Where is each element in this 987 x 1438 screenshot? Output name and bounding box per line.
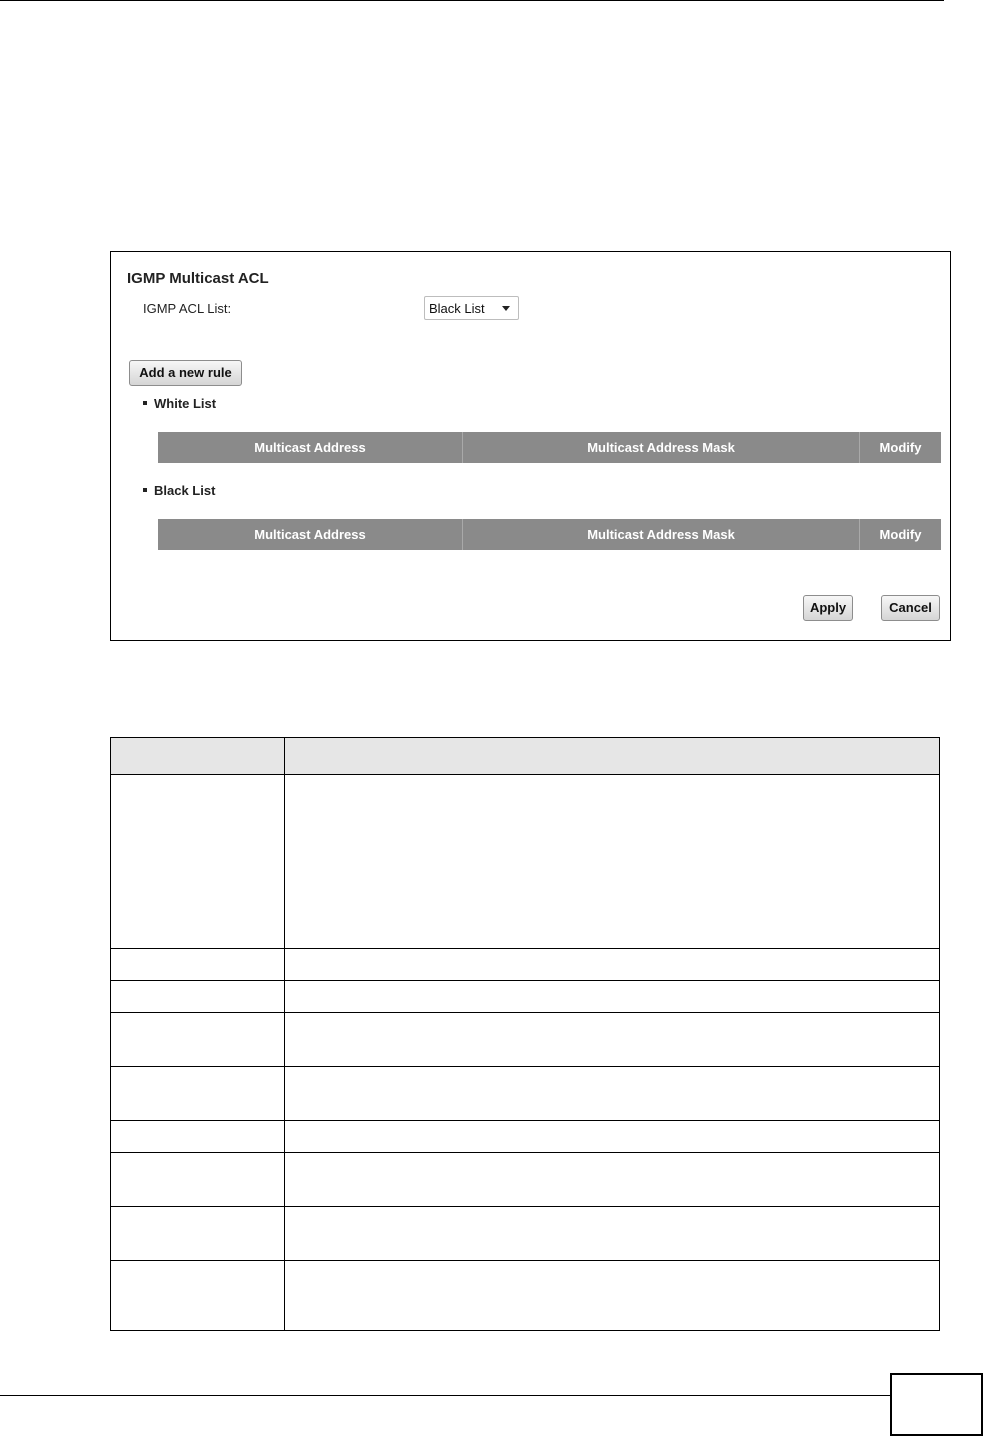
table-cell: [111, 1207, 285, 1261]
igmp-acl-screenshot: [110, 251, 951, 641]
table-cell: [111, 775, 285, 949]
table-cell: [285, 1067, 940, 1121]
acl-list-label: IGMP ACL List:: [143, 301, 232, 316]
table-row: [111, 1067, 940, 1121]
table-cell: [285, 981, 940, 1013]
acl-list-value: Black List: [429, 301, 485, 316]
table-row: [111, 949, 940, 981]
column-multicast-address-mask: Multicast Address Mask: [463, 519, 860, 550]
footer-rule: [0, 1395, 890, 1396]
table-cell: [285, 775, 940, 949]
column-modify: Modify: [879, 527, 922, 542]
table-cell: [285, 949, 940, 981]
apply-button[interactable]: Apply: [803, 595, 853, 621]
white-list-heading: [143, 396, 216, 411]
table-cell: [285, 738, 940, 775]
table-cell: [285, 1153, 940, 1207]
column-multicast-address: Multicast Address: [158, 519, 463, 550]
bullet-icon: [143, 401, 147, 405]
table-row: [111, 1153, 940, 1207]
acl-list-select[interactable]: [424, 296, 519, 320]
table-cell: [285, 1121, 940, 1153]
table-cell: [111, 981, 285, 1013]
table-cell: [285, 1013, 940, 1067]
table-cell: [111, 1261, 285, 1331]
bullet-icon: [143, 488, 147, 492]
table-row: [111, 1261, 940, 1331]
table-row: [111, 1121, 940, 1153]
column-modify: Modify: [879, 440, 922, 455]
white-list-table-header: [158, 432, 941, 463]
cancel-button[interactable]: Cancel: [881, 595, 940, 621]
table-cell: [111, 1013, 285, 1067]
column-multicast-address: Multicast Address: [158, 432, 463, 463]
chevron-down-icon: [502, 306, 510, 311]
table-cell: [285, 1207, 940, 1261]
table-cell: [111, 1067, 285, 1121]
table-cell: [111, 1121, 285, 1153]
white-list-label: White List: [154, 396, 217, 411]
table-row: [111, 1207, 940, 1261]
black-list-label: Black List: [154, 483, 216, 498]
column-multicast-address-mask: Multicast Address Mask: [463, 432, 860, 463]
table-row: [111, 981, 940, 1013]
table-row: [111, 775, 940, 949]
description-table: [110, 737, 940, 1331]
header-rule: [0, 0, 944, 1]
black-list-table-header: [158, 519, 941, 550]
page-number-box: [890, 1373, 983, 1436]
table-cell: [111, 1153, 285, 1207]
panel-title: IGMP Multicast ACL: [127, 270, 269, 287]
table-cell: [285, 1261, 940, 1331]
table-cell: [111, 949, 285, 981]
table-cell: [111, 738, 285, 775]
table-row: [111, 1013, 940, 1067]
add-rule-button[interactable]: Add a new rule: [129, 360, 242, 386]
black-list-heading: [143, 483, 215, 498]
table-header-row: [111, 738, 940, 775]
